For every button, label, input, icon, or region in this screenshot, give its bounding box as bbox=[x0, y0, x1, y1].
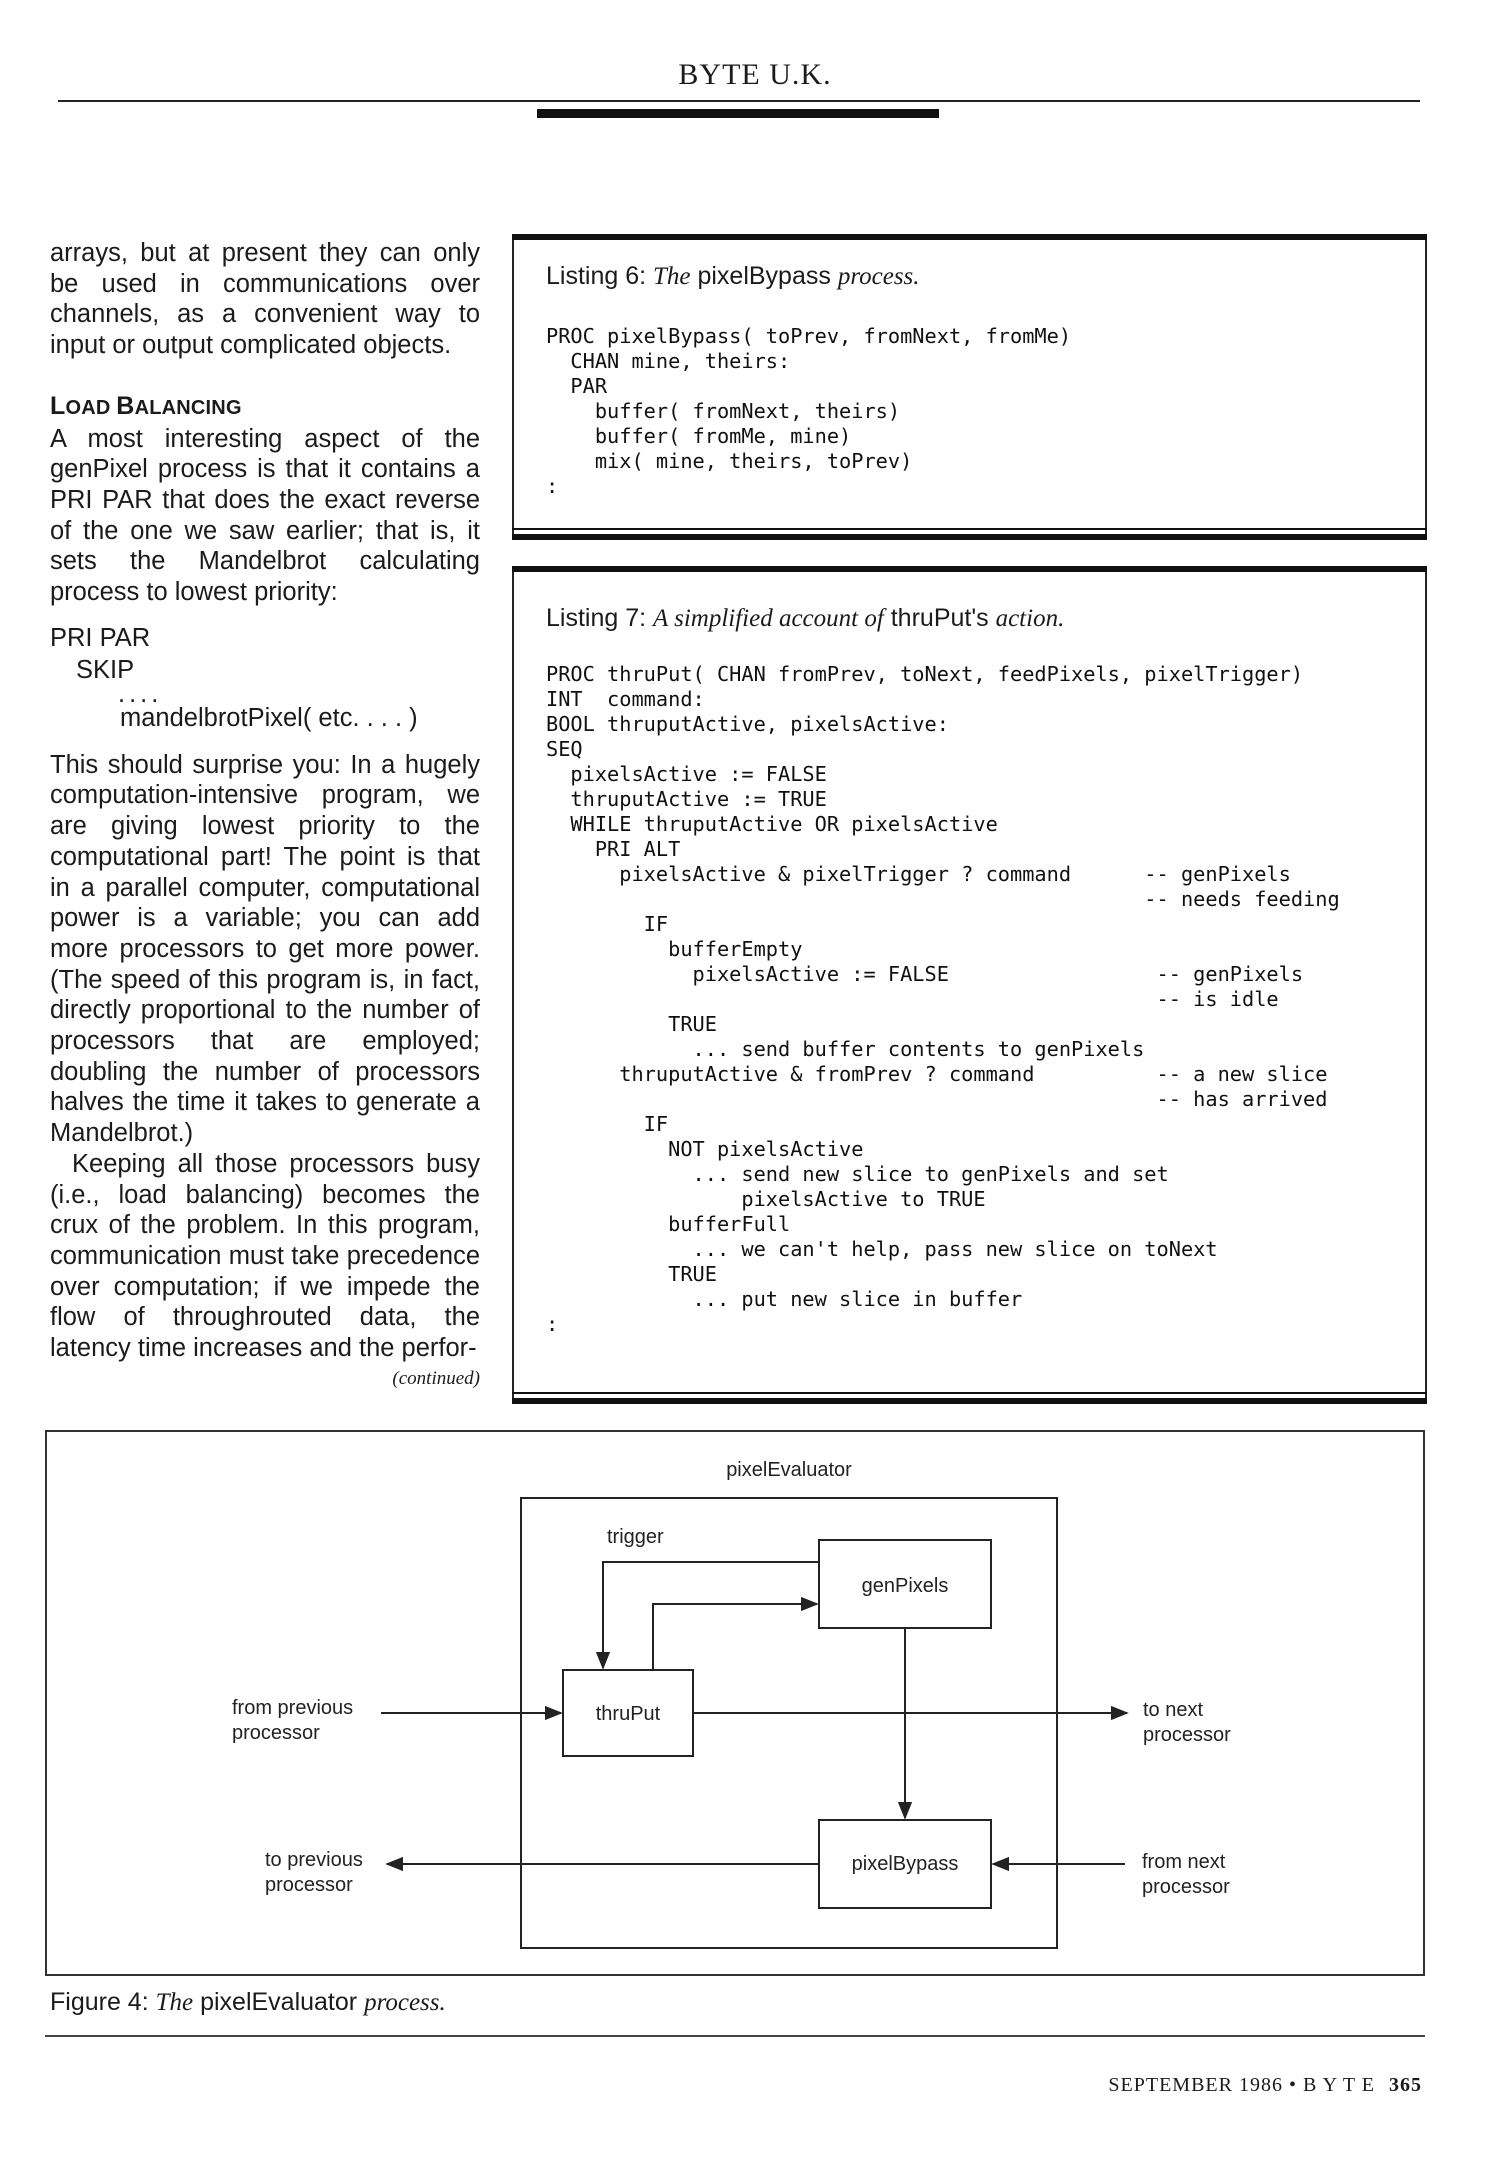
figure-4-caption: Figure 4: The pixelEvaluator process. bbox=[50, 1988, 446, 2016]
listing-bottom-bar bbox=[512, 534, 1427, 540]
trigger-arrow bbox=[603, 1562, 819, 1668]
listing-6-code: PROC pixelBypass( toPrev, fromNext, fromMe) CHAN mine, theirs: PAR buffer( fromNext, theirs) buffer( fromMe, mine) mix( mine, theirs, toPrev) : bbox=[546, 324, 1072, 498]
pixelbypass-label: pixelBypass bbox=[851, 1853, 959, 1875]
header-rule bbox=[58, 100, 1420, 102]
paragraph-4: Keeping all those processors busy (i.e., load balancing) becomes the crux of the problem. In this program, communication must take precedence over computation; if we impede the flow of throughrouted data, the latency time increases and the perfor- bbox=[50, 1149, 480, 1363]
header-bar bbox=[537, 109, 939, 118]
paragraph-3: This should surprise you: In a hugely computation-intensive program, we are giving lowest priority to the computational part! The point is that in a parallel computer, computational power is a variable; you can add more processors to get more power. (The speed of this program is, in fact, directly proportional to the number of processors that are employed; doubling the number of processors halves the time it takes to generate a Mandelbrot.) bbox=[50, 750, 480, 1148]
page-header-title: BYTE U.K. bbox=[678, 58, 832, 91]
listing-top-bar bbox=[512, 566, 1427, 572]
from-previous-label-2: processor bbox=[232, 1722, 320, 1744]
to-next-label-1: to next bbox=[1143, 1699, 1204, 1721]
listing-6-caption: Listing 6: The pixelBypass process. bbox=[546, 262, 920, 290]
listing-top-bar bbox=[512, 234, 1427, 240]
to-previous-label-1: to previous bbox=[265, 1849, 363, 1871]
code-line: .... bbox=[118, 679, 163, 708]
page-number: 365 bbox=[1389, 2074, 1422, 2096]
from-previous-label-1: from previous bbox=[232, 1697, 354, 1719]
page-footer bbox=[1108, 2074, 1422, 2097]
feed-arrow bbox=[653, 1604, 817, 1670]
figure-4-diagram bbox=[45, 1430, 1425, 1976]
paragraph-1: arrays, but at present they can only be used in communications over channels, as a convenient way to input or output complicated objects. bbox=[50, 239, 480, 360]
continued-note: (continued) bbox=[392, 1367, 480, 1389]
to-previous-label-2: processor bbox=[265, 1874, 353, 1896]
code-line: mandelbrotPixel( etc. . . . ) bbox=[120, 703, 418, 732]
to-next-label-2: processor bbox=[1143, 1724, 1231, 1746]
inline-code-example bbox=[50, 622, 480, 734]
listing-bottom-rule bbox=[512, 528, 1427, 530]
from-next-label-2: processor bbox=[1142, 1876, 1230, 1898]
listing-bottom-bar bbox=[512, 1398, 1427, 1404]
left-column bbox=[50, 238, 480, 1392]
trigger-label: trigger bbox=[607, 1526, 664, 1548]
code-line: PRI PAR bbox=[50, 623, 151, 652]
listing-7-box bbox=[512, 566, 1427, 1404]
footer-rule bbox=[45, 2035, 1425, 2037]
section-heading-load-balancing: LOAD BALANCING bbox=[50, 391, 242, 420]
listing-7-caption: Listing 7: A simplified account of thruPut's action. bbox=[546, 604, 1065, 632]
listing-7-code: PROC thruPut( CHAN fromPrev, toNext, feedPixels, pixelTrigger) INT command: BOOL thruputActive, pixelsActive: SEQ pixelsActive := FALSE thruputActive := TRUE WHILE thruputActive OR pixelsActive PRI ALT pixelsActive & pixelTrigger ? command -- genPixels -- needs feeding IF bufferEmpty pixelsActive := FALSE -- genPixels -- is idle TRUE ... send buffer contents to genPixels thruputActive & fromPrev ? command -- a new slice -- has arrived IF NOT pixelsActive ... send new slice to genPixels and set pixelsActive to TRUE bufferFull ... we can't help, pass new slice on toNext TRUE ... put new slice in buffer : bbox=[546, 662, 1340, 1336]
listing-bottom-rule bbox=[512, 1392, 1427, 1394]
thruput-label: thruPut bbox=[595, 1703, 661, 1725]
paragraph-2: A most interesting aspect of the genPixel process is that it contains a PRI PAR that does the exact reverse of the one we saw earlier; that is, it sets the Mandelbrot calculating process to lowest priority: bbox=[50, 424, 480, 607]
genpixels-label: genPixels bbox=[861, 1575, 949, 1597]
from-next-label-1: from next bbox=[1142, 1851, 1226, 1873]
pixel-evaluator-label: pixelEvaluator bbox=[726, 1459, 852, 1481]
pixel-evaluator-diagram bbox=[47, 1432, 1423, 1974]
code-line: SKIP bbox=[76, 655, 135, 684]
footer-date: SEPTEMBER 1986 • B Y T E bbox=[1108, 2074, 1375, 2096]
listing-6-box bbox=[512, 234, 1427, 540]
